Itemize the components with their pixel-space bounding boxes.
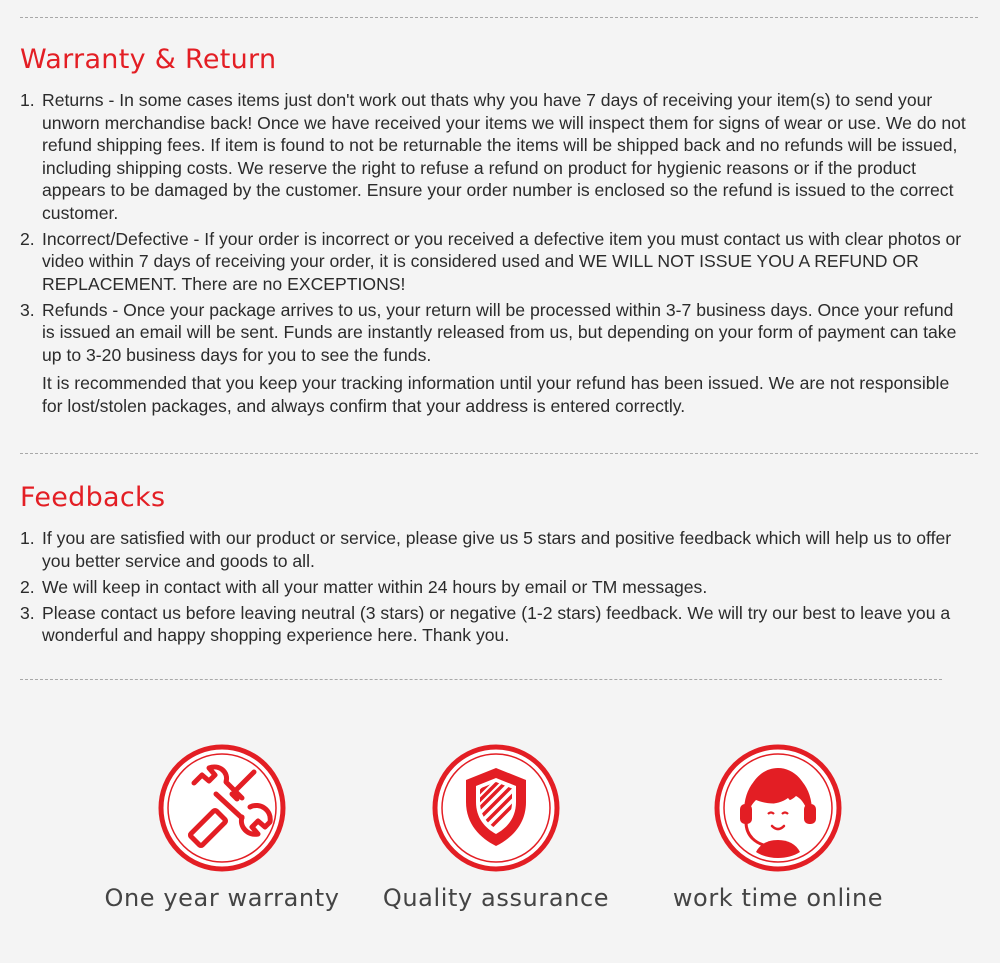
- feature-online: [648, 742, 908, 912]
- feature-label: One year warranty: [104, 884, 340, 912]
- warranty-list: [20, 89, 970, 421]
- list-item: [20, 576, 970, 599]
- feature-label: Quality assurance: [382, 884, 610, 912]
- bottom-divider: [20, 679, 942, 680]
- feedbacks-list: [20, 527, 970, 650]
- returns-policy-text: Returns - In some cases items just don't work out thats why you have 7 days of receiving your item(s) to send your unworn merchandise back! Once we have received your items we will inspect them for signs of wear or use. We do not refund shipping fees. If item is found to not be returnable the items will be shipped back and no refunds will be issued, including shipping costs. We reserve the right to refuse a refund on product for hygienic reasons or if the product appears to be damaged by the customer. Ensure your order number is enclosed so the refund is issued to the correct customer.: [42, 90, 966, 223]
- feedback-text: We will keep in contact with all your matter within 24 hours by email or TM messages.: [42, 576, 708, 597]
- headset-agent-icon: [712, 742, 844, 874]
- tracking-note: It is recommended that you keep your tracking information until your refund has been issued. We are not responsible for lost/stolen packages, and always confirm that your address is entered correctly.: [42, 373, 950, 416]
- list-number: 3.: [20, 602, 35, 623]
- top-divider: [20, 17, 978, 18]
- shield-icon: [430, 742, 562, 874]
- feature-quality: [366, 742, 626, 912]
- list-number: 2.: [20, 576, 35, 597]
- tools-icon: [156, 742, 288, 874]
- feature-warranty: [92, 742, 352, 912]
- list-number: 1.: [20, 90, 35, 110]
- list-item: [20, 228, 970, 296]
- list-number: 3.: [20, 299, 35, 320]
- feedback-text: Please contact us before leaving neutral (3 stars) or negative (1-2 stars) feedback. We will try our best to leave you a wonderful and happy shopping experience here. Thank you.: [42, 602, 951, 645]
- feedback-text: If you are satisfied with our product or service, please give us 5 stars and positive feedback which will help us to offer you better service and goods to all.: [42, 528, 952, 571]
- list-item: [20, 299, 970, 418]
- feature-label: work time online: [672, 884, 884, 912]
- list-item: [20, 527, 970, 572]
- list-item: [20, 89, 970, 224]
- feedbacks-title: Feedbacks: [20, 482, 166, 513]
- list-number: 2.: [20, 228, 35, 249]
- middle-divider: [20, 453, 978, 454]
- refunds-policy-text: Refunds - Once your package arrives to us, your return will be processed within 3-7 business days. Once your refund is issued an email will be sent. Funds are instantly released from us, but depending on your form of payment can take up to 3-20 business days for you to see the funds.: [42, 299, 957, 365]
- list-number: 1.: [20, 528, 35, 548]
- list-item: [20, 602, 970, 647]
- warranty-return-title: Warranty & Return: [20, 44, 277, 75]
- defective-policy-text: Incorrect/Defective - If your order is incorrect or you received a defective item you must contact us with clear photos or video within 7 days of receiving your order, it is considered used and WE WILL NOT ISSUE YOU A REFUND OR REPLACEMENT. There are no EXCEPTIONS!: [42, 228, 962, 294]
